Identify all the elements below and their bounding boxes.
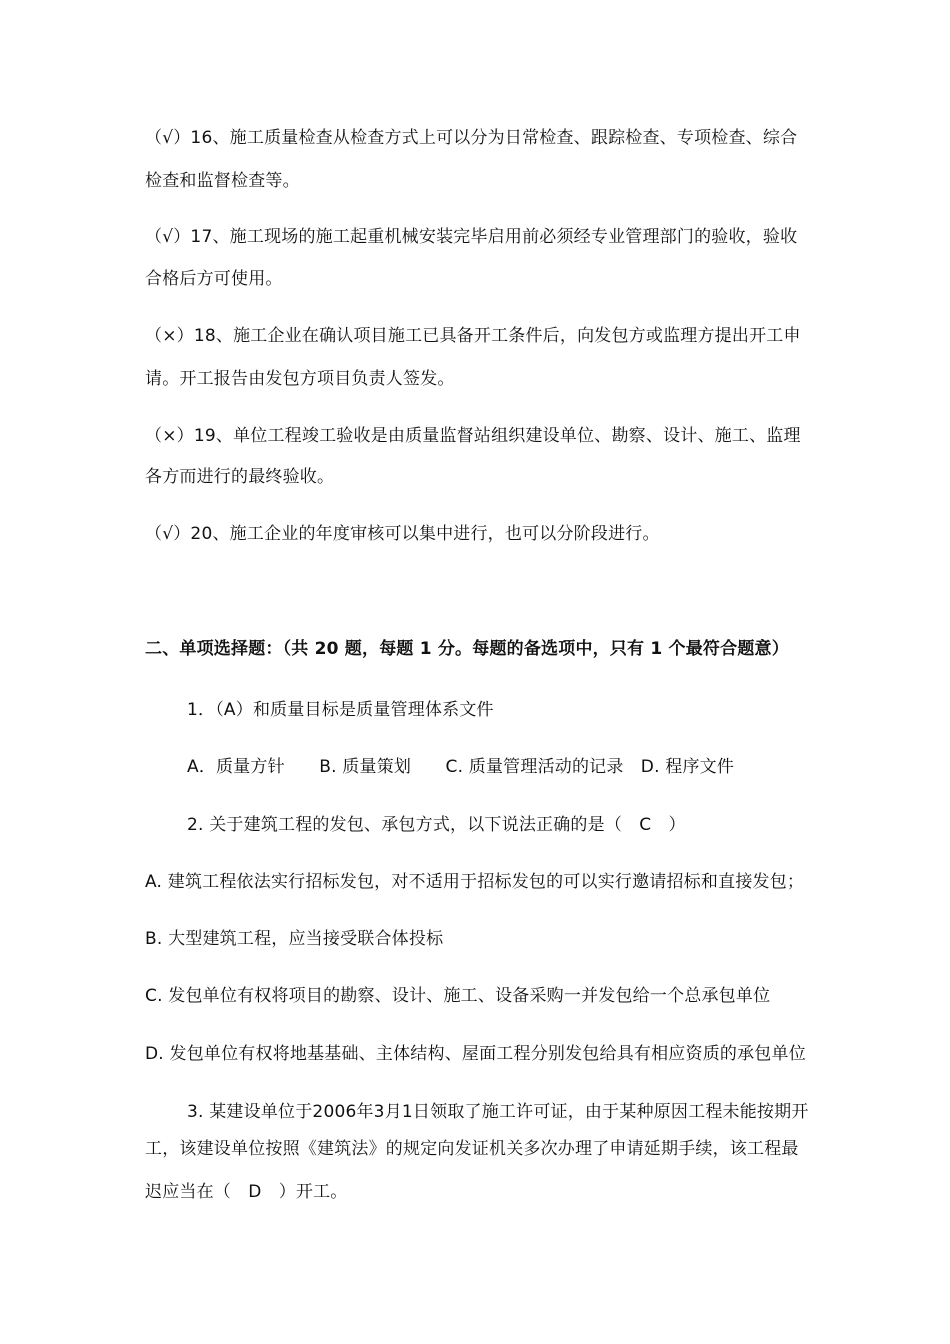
question-2-option-b: B. 大型建筑工程，应当接受联合体投标 xyxy=(145,929,444,949)
tf-item-17-line2: 合格后方可使用。 xyxy=(145,269,283,289)
tf-item-16-line1: （√）16、施工质量检查从检查方式上可以分为日常检查、跟踪检查、专项检查、综合 xyxy=(145,128,798,148)
question-2-option-d: D. 发包单位有权将地基基础、主体结构、屋面工程分别发包给具有相应资质的承包单位 xyxy=(145,1044,806,1064)
tf-item-19-line2: 各方而进行的最终验收。 xyxy=(145,467,335,487)
question-2-stem: 2. 关于建筑工程的发包、承包方式，以下说法正确的是（ C ） xyxy=(187,815,686,835)
question-1-options: A．质量方针 B. 质量策划 C. 质量管理活动的记录 D. 程序文件 xyxy=(187,757,735,777)
section-heading: 二、单项选择题：（共 20 题，每题 1 分。每题的备选项中，只有 1 个最符合题意） xyxy=(145,639,789,659)
question-3-line1: 3. 某建设单位于2006年3月1日领取了施工许可证，由于某种原因工程未能按期开 xyxy=(187,1102,809,1122)
question-2-option-a: A. 建筑工程依法实行招标发包，对不适用于招标发包的可以实行邀请招标和直接发包； xyxy=(145,872,805,892)
question-3-line3: 迟应当在（ D ）开工。 xyxy=(145,1182,348,1202)
tf-item-17-line1: （√）17、施工现场的施工起重机械安装完毕启用前必须经专业管理部门的验收，验收 xyxy=(145,227,798,247)
tf-item-19-line1: （×）19、单位工程竣工验收是由质量监督站组织建设单位、勘察、设计、施工、监理 xyxy=(145,426,801,446)
tf-item-18-line1: （×）18、施工企业在确认项目施工已具备开工条件后，向发包方或监理方提出开工申 xyxy=(145,326,801,346)
question-2-option-c: C. 发包单位有权将项目的勘察、设计、施工、设备采购一并发包给一个总承包单位 xyxy=(145,986,771,1006)
question-1-stem: 1．（A）和质量目标是质量管理体系文件 xyxy=(187,700,494,720)
tf-item-16-line2: 检查和监督检查等。 xyxy=(145,171,300,191)
tf-item-20-line1: （√）20、施工企业的年度审核可以集中进行，也可以分阶段进行。 xyxy=(145,524,660,544)
question-3-line2: 工，该建设单位按照《建筑法》的规定向发证机关多次办理了申请延期手续，该工程最 xyxy=(145,1139,799,1159)
tf-item-18-line2: 请。开工报告由发包方项目负责人签发。 xyxy=(145,369,455,389)
